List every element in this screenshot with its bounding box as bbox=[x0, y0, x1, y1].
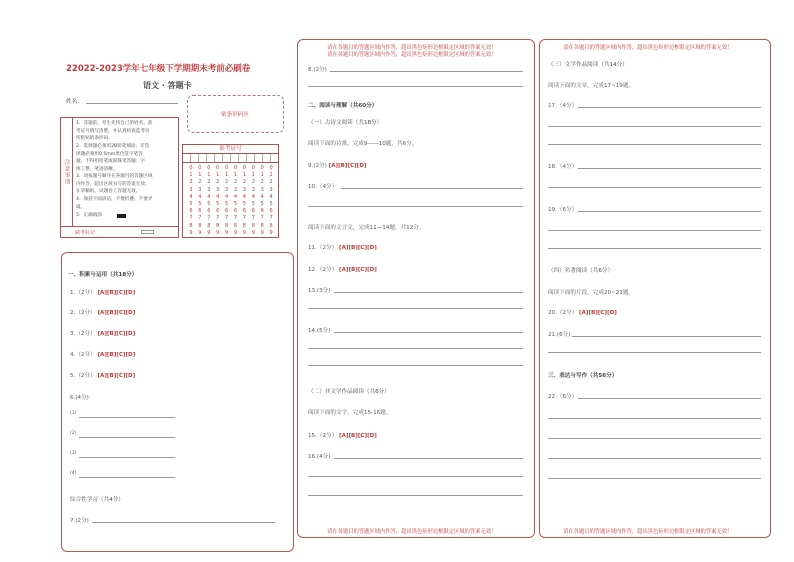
exam-digit-bubble[interactable]: 5 bbox=[242, 201, 246, 208]
classics-instruction: 阅读下面的片段，完成20~21题。 bbox=[548, 290, 635, 296]
question-9 bbox=[308, 161, 366, 169]
question-5 bbox=[70, 371, 135, 379]
q1-label: 1.（2分） bbox=[70, 290, 96, 296]
exam-digit-bubble[interactable]: 6 bbox=[207, 208, 211, 215]
exam-subtitle: 语文 · 答题卡 bbox=[143, 81, 192, 90]
note-line: 2．选择题必须用2B铅笔填涂；非选 bbox=[76, 144, 150, 149]
exam-digit-bubble[interactable]: 1 bbox=[251, 172, 255, 179]
question-1 bbox=[70, 288, 135, 296]
classics-subheading: （四）名著阅读（共6分） bbox=[548, 268, 614, 274]
exam-number-write-cells[interactable] bbox=[183, 154, 278, 163]
exam-digit-bubble[interactable]: 8 bbox=[216, 222, 220, 229]
q3-options[interactable]: [A][B][C][D] bbox=[97, 331, 136, 337]
exam-digit-column bbox=[223, 165, 231, 237]
q11-label: 11.（2分） bbox=[308, 245, 338, 251]
missing-exam-row bbox=[60, 227, 179, 238]
exam-digit-bubble[interactable]: 1 bbox=[242, 172, 246, 179]
question-21: 21.(6分) bbox=[548, 332, 571, 338]
q4-options[interactable]: [A][B][C][D] bbox=[97, 352, 136, 358]
q12-options[interactable]: [A][B][C][D] bbox=[339, 267, 377, 273]
exam-digit-bubble[interactable]: 3 bbox=[207, 186, 211, 193]
section3-heading: 三、表达与写作（共56分） bbox=[548, 373, 618, 379]
exam-title: 22022-2023学年七年级下学期期末考前必刷卷 bbox=[66, 64, 251, 74]
exam-digit-bubble[interactable]: 3 bbox=[225, 186, 229, 193]
question-7: 7.(2分) bbox=[70, 518, 89, 524]
exam-digit-bubble[interactable]: 3 bbox=[216, 186, 220, 193]
notes-box bbox=[60, 117, 179, 227]
right-bottom-notice: 请在各题目的答题区域内作答，超出黑色矩形边框限定区域的答案无效！ bbox=[563, 529, 733, 535]
exam-number-label: 准考证号 bbox=[183, 145, 278, 154]
q6-sub2: (2) bbox=[70, 431, 77, 436]
exam-digit-bubble[interactable]: 0 bbox=[198, 165, 202, 171]
exam-number-grid bbox=[182, 144, 279, 238]
middle-top-notice: 请在各题目的答题区域内作答，超出黑色矩形边框限定区域的答案无效！ bbox=[327, 45, 497, 51]
exam-digit-bubble[interactable]: 3 bbox=[251, 186, 255, 193]
exam-digit-bubble[interactable]: 8 bbox=[198, 222, 202, 229]
q12-label: 12.（2分） bbox=[308, 267, 338, 273]
q11-options[interactable]: [A][B][C][D] bbox=[339, 245, 377, 251]
missing-exam-label: 缺考标记 bbox=[75, 230, 96, 236]
exam-digit-bubble[interactable]: 6 bbox=[189, 208, 193, 215]
exam-digit-bubble[interactable]: 7 bbox=[207, 215, 211, 222]
exam-digit-bubble[interactable]: 6 bbox=[242, 208, 246, 215]
exam-digit-bubble[interactable]: 7 bbox=[198, 215, 202, 222]
middle-top-notice-echo: 请在各题目的答题区域内作答，超出黑色矩形边框限定区域的答案无效！ bbox=[327, 52, 497, 58]
q6-sub1-line[interactable] bbox=[79, 417, 175, 418]
exam-digit-bubble[interactable]: 9 bbox=[207, 229, 211, 236]
exam-digit-bubble[interactable]: 4 bbox=[198, 193, 202, 200]
q10-line[interactable] bbox=[341, 188, 523, 189]
barcode-area bbox=[187, 95, 284, 133]
question-17: 17.（4分） bbox=[548, 103, 578, 109]
exam-digit-bubble[interactable]: 6 bbox=[216, 208, 220, 215]
exam-digit-bubble[interactable]: 8 bbox=[251, 222, 255, 229]
exam-digit-column bbox=[267, 165, 275, 237]
exam-digit-bubble[interactable]: 5 bbox=[269, 201, 273, 208]
q19-line-3[interactable] bbox=[548, 248, 761, 249]
note-line: 所粘贴的条形码。 bbox=[76, 136, 113, 141]
q16-line-3[interactable] bbox=[308, 495, 523, 496]
exam-digit-column bbox=[196, 165, 204, 237]
q6-sub4-line[interactable] bbox=[79, 477, 175, 478]
question-8: 8.(2分) bbox=[308, 67, 327, 73]
exam-digit-bubble[interactable]: 9 bbox=[269, 229, 273, 236]
exam-digit-bubble[interactable]: 8 bbox=[233, 222, 238, 229]
exam-digit-bubble[interactable]: 7 bbox=[260, 215, 264, 222]
q17-line-2[interactable] bbox=[548, 126, 761, 127]
literary-instruction: 阅读下面的文章，完成17~19题。 bbox=[548, 83, 635, 89]
q9-label: 9.(2分) bbox=[308, 163, 327, 169]
q16-line-2[interactable] bbox=[308, 476, 523, 477]
exam-digit-bubble[interactable]: 5 bbox=[216, 201, 220, 208]
section1-answer-box bbox=[61, 252, 294, 552]
q13-line[interactable] bbox=[334, 292, 523, 293]
exam-digit-bubble[interactable]: 9 bbox=[189, 229, 193, 236]
literary-subheading: （三）文学作品阅读（共14分） bbox=[548, 62, 628, 68]
name-label: 姓名： bbox=[66, 99, 83, 105]
exam-digit-bubble[interactable]: 0 bbox=[189, 165, 193, 171]
poetry-subheading: （一）古诗文阅读（共18分） bbox=[308, 120, 383, 126]
q6-sub3: (3) bbox=[70, 451, 77, 456]
note-line: 内作答，超出区域书写的答案无效； bbox=[76, 181, 150, 187]
exam-digit-bubble[interactable]: 2 bbox=[207, 179, 211, 186]
exam-digit-bubble[interactable]: 4 bbox=[251, 193, 255, 200]
exam-digit-bubble[interactable]: 2 bbox=[269, 179, 273, 186]
exam-digit-bubble[interactable]: 9 bbox=[216, 229, 220, 236]
q14-line-3[interactable] bbox=[308, 365, 523, 366]
filled-mark-sample bbox=[117, 214, 126, 218]
q22-line-4[interactable] bbox=[548, 458, 761, 459]
missing-exam-checkbox[interactable] bbox=[141, 230, 154, 234]
exam-digit-bubble[interactable]: 0 bbox=[251, 165, 255, 171]
exam-digit-bubble[interactable]: 9 bbox=[233, 229, 238, 236]
exam-digit-bubble[interactable]: 3 bbox=[242, 186, 246, 193]
exam-digit-bubble[interactable]: 7 bbox=[189, 215, 193, 222]
exam-digit-bubble[interactable]: 5 bbox=[233, 201, 238, 208]
exam-digit-bubble[interactable]: 8 bbox=[260, 222, 264, 229]
q2-options[interactable]: [A][B][C][D] bbox=[97, 310, 136, 316]
notes-label-column bbox=[61, 118, 73, 226]
q14-line[interactable] bbox=[334, 332, 523, 333]
exam-digit-bubble[interactable]: 1 bbox=[269, 172, 273, 179]
q7-line[interactable] bbox=[92, 522, 275, 523]
exam-digit-bubble[interactable]: 7 bbox=[269, 215, 273, 222]
exam-digit-bubble[interactable]: 6 bbox=[260, 208, 264, 215]
exam-digit-bubble[interactable]: 0 bbox=[225, 165, 229, 171]
note-line: 体工整、笔迹清晰。 bbox=[76, 166, 118, 172]
question-16: 16.(4分) bbox=[308, 454, 331, 460]
nonliterary-instruction: 阅读下面的文字，完成15-16题。 bbox=[308, 410, 392, 416]
exam-digit-bubble[interactable]: 1 bbox=[216, 172, 220, 179]
comprehensive-heading: 综合性学习（共4分） bbox=[70, 497, 124, 503]
exam-digit-column bbox=[187, 165, 195, 237]
nonliterary-subheading: （二）非文学作品阅读（共6分） bbox=[308, 389, 390, 395]
q17-line[interactable] bbox=[578, 107, 761, 108]
exam-digit-bubble[interactable]: 4 bbox=[216, 193, 220, 200]
question-6: 6.(4分) bbox=[70, 395, 89, 401]
question-22: 22.（6分） bbox=[548, 394, 578, 400]
exam-digit-bubble[interactable]: 4 bbox=[260, 193, 264, 200]
exam-digit-bubble[interactable]: 6 bbox=[269, 208, 273, 215]
poetry-instruction: 阅读下面的诗歌，完成9——10题，共6分。 bbox=[308, 141, 418, 147]
exam-digit-bubble[interactable]: 1 bbox=[260, 172, 264, 179]
exam-digit-bubble[interactable]: 4 bbox=[225, 193, 229, 200]
exam-digit-bubble[interactable]: 4 bbox=[242, 193, 246, 200]
classical-instruction: 阅读下面的文言文，完成11—14题，共12分。 bbox=[308, 225, 425, 231]
q6-sub3-line[interactable] bbox=[79, 457, 175, 458]
exam-digit-bubble[interactable]: 2 bbox=[233, 179, 238, 186]
q8-line[interactable] bbox=[330, 71, 523, 72]
exam-digit-bubble[interactable]: 3 bbox=[269, 186, 273, 193]
right-top-notice: 请在各题目的答题区域内作答，超出黑色矩形边框限定区域的答案无效！ bbox=[563, 45, 733, 51]
q21-line[interactable] bbox=[572, 336, 761, 337]
q8-line-2[interactable] bbox=[308, 86, 523, 87]
exam-digit-bubble[interactable]: 5 bbox=[260, 201, 264, 208]
q6-sub4: (4) bbox=[70, 471, 77, 476]
q15-options[interactable]: [A][B][C][D] bbox=[339, 433, 377, 439]
q6-sub2-line[interactable] bbox=[79, 437, 175, 438]
exam-digit-column bbox=[240, 165, 248, 237]
exam-digit-bubble[interactable]: 9 bbox=[225, 229, 229, 236]
q21-line-2[interactable] bbox=[548, 352, 761, 353]
q5-label: 5.（2分） bbox=[70, 373, 96, 379]
exam-digit-bubble[interactable]: 0 bbox=[269, 165, 273, 171]
question-11 bbox=[308, 243, 377, 251]
exam-digit-bubble[interactable]: 2 bbox=[189, 179, 193, 186]
exam-digit-bubble[interactable]: 8 bbox=[242, 222, 246, 229]
exam-digit-bubble[interactable]: 1 bbox=[189, 172, 193, 179]
question-15 bbox=[308, 431, 377, 439]
exam-digit-bubble[interactable]: 5 bbox=[251, 201, 255, 208]
exam-digit-bubble[interactable]: 4 bbox=[189, 193, 193, 200]
q2-label: 2.（2分） bbox=[70, 310, 96, 316]
exam-digit-bubble[interactable]: 4 bbox=[269, 193, 273, 200]
q22-line-5[interactable] bbox=[548, 478, 761, 479]
q9-options[interactable]: [A][B][C][D] bbox=[328, 163, 367, 169]
exam-digit-bubble[interactable]: 0 bbox=[260, 165, 264, 171]
note-line: 1．答题前，考生先将自己的姓名、准 bbox=[76, 121, 153, 126]
section2-heading: 二、阅读与理解（共60分） bbox=[308, 103, 378, 109]
exam-digit-bubble[interactable]: 0 bbox=[233, 165, 238, 171]
question-20 bbox=[548, 308, 617, 316]
name-line[interactable] bbox=[86, 103, 178, 104]
exam-digit-bubble[interactable]: 5 bbox=[198, 201, 202, 208]
exam-digit-bubble[interactable]: 6 bbox=[225, 208, 229, 215]
note-line: 在草稿纸、试题卷上答题无效。 bbox=[76, 189, 141, 194]
question-12 bbox=[308, 265, 377, 273]
question-19: 19.（6分） bbox=[548, 207, 578, 213]
exam-digit-bubble[interactable]: 9 bbox=[251, 229, 255, 236]
exam-digit-bubble[interactable]: 8 bbox=[269, 222, 273, 229]
q17-line-3[interactable] bbox=[548, 144, 761, 145]
q10-line-2[interactable] bbox=[308, 206, 523, 207]
exam-digit-bubble[interactable]: 7 bbox=[242, 215, 246, 222]
exam-digit-bubble[interactable]: 0 bbox=[216, 165, 220, 171]
q3-label: 3.（2分） bbox=[70, 331, 96, 337]
question-10: 10.（4分） bbox=[308, 184, 338, 190]
note-line: 题，不得用铅笔或圆珠笔答题；字 bbox=[76, 159, 145, 164]
middle-bottom-notice: 请在各题目的答题区域内作答，超出黑色矩形边框限定区域的答案无效！ bbox=[327, 529, 497, 535]
exam-digit-bubble[interactable]: 6 bbox=[251, 208, 255, 215]
q4-label: 4.（2分） bbox=[70, 352, 96, 358]
exam-digit-bubble[interactable]: 8 bbox=[207, 222, 211, 229]
q20-options[interactable]: [A][B][C][D] bbox=[579, 310, 617, 316]
exam-digit-column bbox=[205, 165, 213, 237]
exam-digit-bubble[interactable]: 2 bbox=[242, 179, 246, 186]
exam-digit-bubble[interactable]: 6 bbox=[233, 208, 238, 215]
q20-label: 20.（2分） bbox=[548, 310, 578, 316]
exam-digit-bubble[interactable]: 9 bbox=[260, 229, 264, 236]
exam-digit-bubble[interactable]: 4 bbox=[207, 193, 211, 200]
exam-digit-bubble[interactable]: 5 bbox=[225, 201, 229, 208]
exam-digit-bubble[interactable]: 7 bbox=[225, 215, 229, 222]
note-line: 5．正确填涂 bbox=[76, 213, 102, 218]
note-line: 破。 bbox=[76, 204, 86, 210]
q22-line-3[interactable] bbox=[548, 438, 761, 439]
note-line: 4．保持卡面清洁，不要折叠、不要弄 bbox=[76, 197, 153, 202]
exam-digit-bubble[interactable]: 8 bbox=[189, 222, 193, 229]
question-13: 13.(3分) bbox=[308, 288, 331, 294]
middle-answer-box bbox=[297, 39, 535, 538]
q22-line[interactable] bbox=[578, 398, 761, 399]
exam-digit-bubble[interactable]: 3 bbox=[189, 186, 193, 193]
q5-options[interactable]: [A][B][C][D] bbox=[97, 373, 136, 379]
exam-digit-bubble[interactable]: 1 bbox=[233, 172, 238, 179]
q1-options[interactable]: [A][B][C][D] bbox=[97, 290, 136, 296]
barcode-label: 贴条形码区 bbox=[221, 112, 249, 118]
exam-digit-bubble[interactable]: 2 bbox=[260, 179, 264, 186]
right-answer-box bbox=[539, 39, 771, 538]
question-2 bbox=[70, 308, 135, 316]
notes-label: 注意事项 bbox=[63, 159, 70, 185]
question-18: 18.（4分） bbox=[548, 164, 578, 170]
q22-line-2[interactable] bbox=[548, 418, 761, 419]
question-3 bbox=[70, 329, 135, 337]
q19-line[interactable] bbox=[578, 211, 761, 212]
exam-digit-bubble[interactable]: 2 bbox=[216, 179, 220, 186]
exam-digit-bubble[interactable]: 1 bbox=[198, 172, 202, 179]
section1-heading: 一、积累与运用（共18分） bbox=[68, 272, 138, 278]
exam-digit-bubble[interactable]: 5 bbox=[207, 201, 211, 208]
exam-digit-bubble[interactable]: 2 bbox=[225, 179, 229, 186]
exam-digit-bubble[interactable]: 9 bbox=[198, 229, 202, 236]
exam-digit-bubble[interactable]: 7 bbox=[216, 215, 220, 222]
q6-sub1: (1) bbox=[70, 411, 77, 416]
q18-line-2[interactable] bbox=[548, 187, 761, 188]
exam-digit-bubble[interactable]: 4 bbox=[233, 193, 238, 200]
q13-line-2[interactable] bbox=[308, 308, 523, 309]
exam-digit-bubble[interactable]: 8 bbox=[225, 222, 229, 229]
exam-digit-column bbox=[258, 165, 266, 237]
q16-line[interactable] bbox=[334, 458, 523, 459]
exam-digit-bubble[interactable]: 7 bbox=[251, 215, 255, 222]
exam-digit-bubble[interactable]: 0 bbox=[207, 165, 211, 171]
note-line: 择题必须用0.5mm黑色签字笔答 bbox=[76, 151, 143, 157]
exam-digit-column bbox=[214, 165, 222, 237]
exam-digit-column bbox=[232, 165, 240, 237]
exam-digit-bubble[interactable]: 0 bbox=[242, 165, 246, 171]
note-line: 考证号填写清楚，并认真检查监考员 bbox=[76, 128, 150, 134]
q15-label: 15.（2分） bbox=[308, 433, 338, 439]
exam-digit-bubble[interactable]: 3 bbox=[260, 186, 264, 193]
question-14: 14.(5分) bbox=[308, 328, 331, 334]
exam-digit-bubble[interactable]: 1 bbox=[225, 172, 229, 179]
exam-digit-bubble[interactable]: 1 bbox=[207, 172, 211, 179]
exam-digit-bubble[interactable]: 3 bbox=[233, 186, 238, 193]
q14-line-2[interactable] bbox=[308, 348, 523, 349]
q18-line[interactable] bbox=[578, 168, 761, 169]
exam-digit-column bbox=[249, 165, 257, 237]
exam-digit-bubble[interactable]: 2 bbox=[251, 179, 255, 186]
exam-digit-bubble[interactable]: 2 bbox=[198, 179, 202, 186]
exam-digit-bubble[interactable]: 5 bbox=[189, 201, 193, 208]
exam-digit-bubble[interactable]: 9 bbox=[242, 229, 246, 236]
note-line: 3．请按题号顺序在各题目的答题区域 bbox=[76, 174, 153, 179]
q19-line-2[interactable] bbox=[548, 230, 761, 231]
exam-digit-bubble[interactable]: 3 bbox=[198, 186, 202, 193]
exam-digit-bubble[interactable]: 6 bbox=[198, 208, 202, 215]
question-4 bbox=[70, 350, 135, 358]
exam-digit-bubble[interactable]: 7 bbox=[233, 215, 238, 222]
